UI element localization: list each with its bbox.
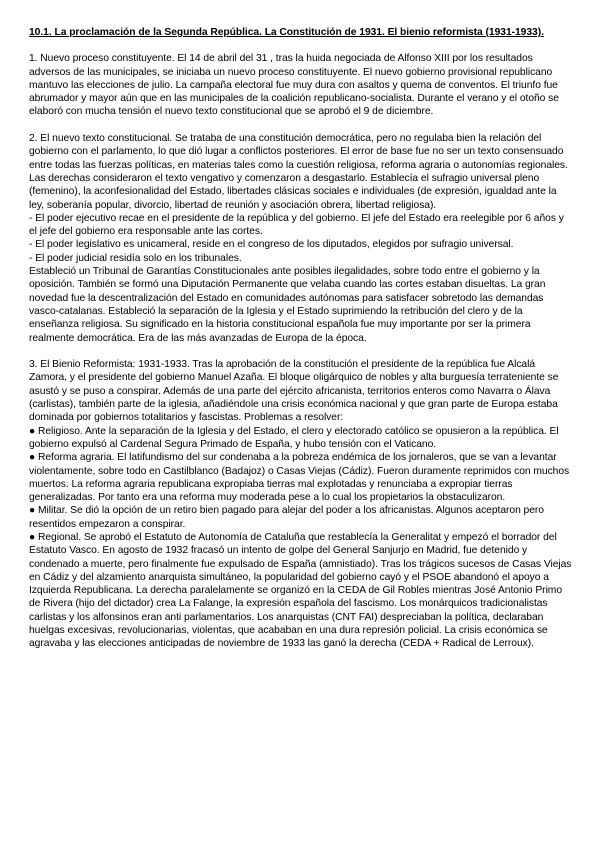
list-item-poder-judicial: - El poder judicial residía solo en los tribunales. (29, 252, 242, 264)
bullet-reforma-agraria: ● Reforma agraria. El latifundismo del sur condenaba a la pobreza endémica de los jornaleros, que se van a levantar violentamente, sobre todo en Castilblanco (Badajoz) o Casas Viejas (Cádiz). Fueron duramente reprimidos con muchos muertos. La reforma agraria republicana expropiaba tierras mal explotadas y renunciaba a expropiar tierras generalizadas. Por tanto era una reforma muy moderada pese a lo cual los propietarios la obstaculizaron. (29, 452, 570, 504)
bullet-religioso: ● Religioso. Ante la separación de la Iglesia y del Estado, el clero y electorado católico se opusieron a la república. El gobierno expulsó al Cardenal Segura Primado de España, y hubo tensión con el Vaticano. (29, 425, 559, 450)
list-item-poder-ejecutivo: - El poder ejecutivo recae en el presidente de la república y del gobierno. El jefe del Estado era reelegible por 6 años y el jefe del gobierno era responsable ante las cortes. (29, 212, 564, 238)
paragraph: 2. El nuevo texto constitucional. Se trataba de una constitución democrática, pero no regulaba bien la relación del gobierno con el parlamento, lo que dió lugar a conflictos posteriores. El error de base fue no ser un texto consensuado entre todas las fuerzas políticas, en materias tales como la cuestión religiosa, reforma agraria o autonomías regionales. Las derechas consideraron el texto vengativo y comenzaron a desgastarlo. Establecía el sufragio universal pleno (femenino), la aconfesionalidad del Estado, libertades clásicas sociales e individuales (de expresión, igualdad ante la ley, soberanía popular, divorcio, libertad de reunión y asociación obrera, libertad religiosa). (29, 133, 568, 211)
bullet-militar: ● Militar. Se dió la opción de un retiro bien pagado para alejar del poder a los africanistas. Algunos aceptaron pero resentidos empezaron a conspirar. (29, 505, 544, 530)
section-proceso-constituyente (29, 52, 572, 118)
section-texto-constitucional (29, 132, 572, 345)
list-item-poder-legislativo: - El poder legislativo es unicameral, reside en el congreso de los diputados, elegidos por sufragio universal. (29, 239, 514, 251)
document-title: 10.1. La proclamación de la Segunda República. La Constitución de 1931. El bienio reformista (1931-1933). (29, 27, 544, 38)
bullet-regional: ● Regional. Se aprobó el Estatuto de Autonomía de Cataluña que restablecía la Generalitat y empezó el borrador del Estatuto Vasco. En agosto de 1932 fracasó un intento de golpe del General Sanjurjo en Madrid, fue detenido y condenado a muerte, pero finalmente fue expulsado de España (amnistiado). Tras los trágicos sucesos de Casas Viejas en Cádiz y del alzamiento anarquista simultáneo, la popularidad del gobierno cayó y el PSOE abandonó el apoyo a Izquierda Republicana. La derecha paralelamente se organizó en la CEDA de Gil Robles mientras José Antonio Primo de Rivera (hijo del dictador) crea La Falange, la expresión española del fascismo. Los monárquicos tradicionalistas carlistas y los alfonsinos eran anti parlamentarios. Los anarquistas (CNT FAI) despreciaban la política, declaraban huelgas excesivas, revolucionarias, violentas, que acababan en una dura represión policial. La crisis económica se agravaba y las elecciones anticipadas de noviembre de 1933 las ganó la derecha (CEDA + Radical de Lerroux). (29, 531, 572, 650)
paragraph: 3. El Bienio Reformista: 1931-1933. Tras la aprobación de la constitución el presidente de la república fue Alcalá Zamora, y el presidente del gobierno Manuel Azaña. El bloque oligárquico de nobles y alta burguesía terrateniente se asustó y se puso a conspirar. Además de una parte del ejército africanista, territorios enteros como Navarra o Álava (carlistas), también parte de la iglesia, añadiéndole una crisis económica nacional y que gran parte de Europa estaba dominada por gobiernos totalitarios y fascistas. Problemas a resolver: (29, 359, 559, 424)
section-bienio-reformista (29, 358, 572, 651)
paragraph: Estableció un Tribunal de Garantías Constitucionales ante posibles ilegalidades, sobre todo entre el gobierno y la oposición. También se formó una Diputación Permanente que velaba cuando las cortes estaban disueltas. La gran novedad fue la descentralización del Estado en comunidades autónomas para satisfacer sobretodo las demandas vasco-catalanas. Estableció la separación de la Iglesia y el Estado suprimiendo la retribución del clero y de la enseñanza religiosa. Su significado en la historia constitucional española fue muy importante por ser la primera realmente democrática. Era de las más avanzadas de Europa de la época. (29, 266, 546, 344)
paragraph: 1. Nuevo proceso constituyente. El 14 de abril del 31 , tras la huida negociada de Alfonso XIII por los resultados adversos de las municipales, se iniciaba un nuevo proceso constituyente. El nuevo gobierno provisional republicano mantuvo las elecciones de julio. La campaña electoral fue muy dura con asaltos y quema de conventos. El triunfo fue abrumador y mayor aún que en las municipales de la coalición republicano-socialista. Durante el verano y el otoño se elaboró con mucha tensión el nuevo texto constitucional que se aprobó el 9 de diciembre. (29, 53, 559, 118)
